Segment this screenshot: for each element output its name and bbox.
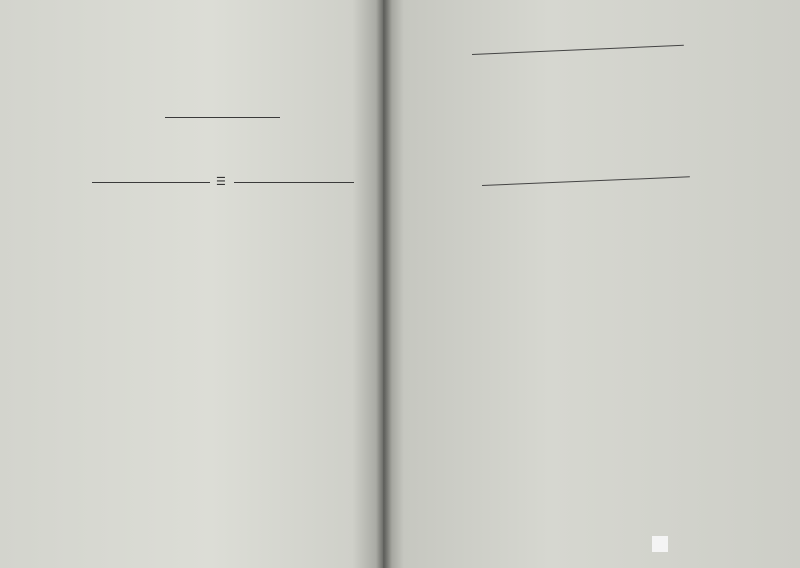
watermark <box>652 536 671 554</box>
book-ornament-icon: ☰ <box>216 175 226 188</box>
quote-divider-top <box>165 117 280 118</box>
quote-divider-bottom <box>92 177 354 189</box>
left-page <box>0 0 383 568</box>
watermark-logo-icon <box>652 536 668 552</box>
right-page <box>383 0 800 568</box>
book-spine <box>376 0 392 568</box>
